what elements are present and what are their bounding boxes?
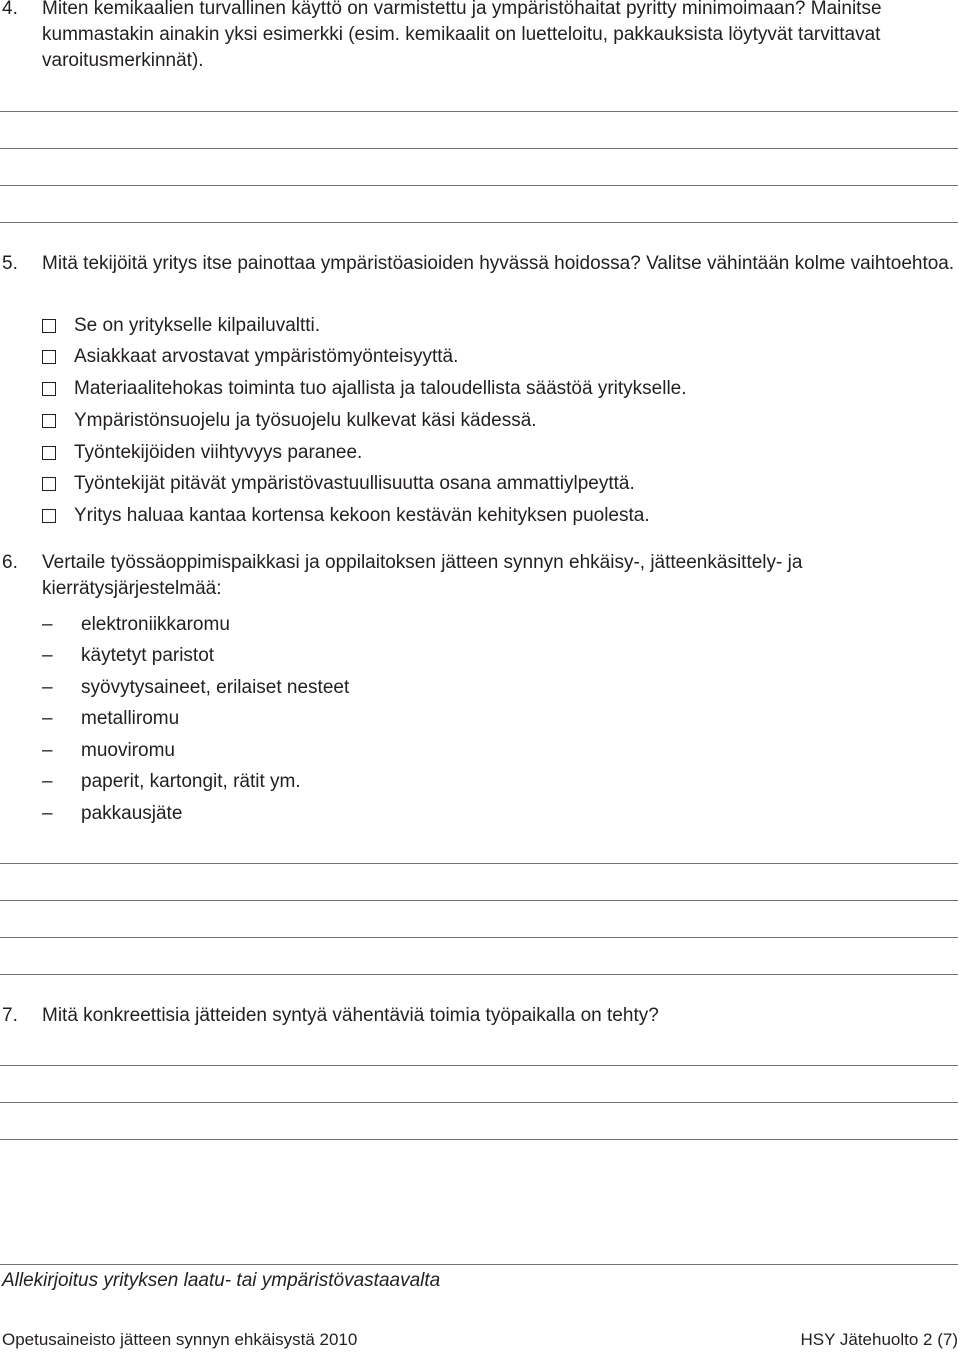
question-7-number: 7.	[2, 1005, 18, 1026]
dash-bullet: –	[42, 677, 53, 698]
checkbox-label: Työntekijät pitävät ympäristövastuullisuutta osana ammattiylpeyttä.	[74, 473, 635, 494]
checkbox-option[interactable]	[42, 344, 458, 370]
list-item-text: elektroniikkaromu	[81, 614, 230, 635]
checkbox-option[interactable]	[42, 440, 362, 466]
dash-bullet: –	[42, 771, 53, 792]
answer-line[interactable]	[0, 1139, 958, 1140]
dash-bullet: –	[42, 740, 53, 761]
dash-bullet: –	[42, 614, 53, 635]
answer-line[interactable]	[0, 185, 958, 186]
checkbox-option[interactable]	[42, 471, 635, 497]
checkbox-label: Työntekijöiden viihtyvyys paranee.	[74, 442, 363, 463]
answer-line[interactable]	[0, 222, 958, 223]
question-4-text: Miten kemikaalien turvallinen käyttö on varmistettu ja ympäristöhaitat pyritty minimoimaan? Mainitse kummastakin ainakin yksi esimerkki (esim. kemikaalit on luetteloitu, pakkauksista löytyvät tarvittavat varoitusmerkinnät).	[42, 0, 882, 71]
list-item-text: käytetyt paristot	[81, 645, 215, 666]
checkbox-option[interactable]	[42, 376, 687, 402]
question-7-text: Mitä konkreettisia jätteiden syntyä vähentäviä toimia työpaikalla on tehty?	[42, 1005, 659, 1026]
checkbox[interactable]	[42, 319, 56, 333]
checkbox-label: Se on yritykselle kilpailuvaltti.	[74, 315, 321, 336]
dash-bullet: –	[42, 645, 53, 666]
checkbox-option[interactable]	[42, 313, 320, 339]
answer-line[interactable]	[0, 900, 958, 901]
answer-line[interactable]	[0, 111, 958, 112]
answer-line[interactable]	[0, 863, 958, 864]
checkbox-option[interactable]	[42, 408, 537, 434]
answer-line[interactable]	[0, 1065, 958, 1066]
checkbox[interactable]	[42, 446, 56, 460]
list-item-text: syövytysaineet, erilaiset nesteet	[81, 677, 350, 698]
list-item-text: muoviromu	[81, 740, 175, 761]
list-item-text: pakkausjäte	[81, 803, 183, 824]
checkbox-label: Yritys haluaa kantaa kortensa kekoon kestävän kehityksen puolesta.	[74, 505, 650, 526]
checkbox-label: Ympäristönsuojelu ja työsuojelu kulkevat käsi kädessä.	[74, 410, 537, 431]
footer-page-info: HSY Jätehuolto 2 (7)	[800, 1330, 958, 1349]
dash-bullet: –	[42, 803, 53, 824]
question-4-number: 4.	[2, 0, 18, 19]
checkbox[interactable]	[42, 350, 56, 364]
answer-line[interactable]	[0, 1102, 958, 1103]
question-5-number: 5.	[2, 253, 18, 274]
checkbox[interactable]	[42, 509, 56, 523]
checkbox-label: Asiakkaat arvostavat ympäristömyönteisyyttä.	[74, 346, 459, 367]
list-item-text: paperit, kartongit, rätit ym.	[81, 771, 301, 792]
list-item-text: metalliromu	[81, 708, 180, 729]
checkbox-option[interactable]	[42, 503, 650, 529]
signature-line[interactable]	[0, 1264, 958, 1265]
footer-left: Opetusaineisto jätteen synnyn ehkäisystä 2010	[2, 1330, 358, 1349]
question-6-number: 6.	[2, 552, 18, 573]
question-5-text: Mitä tekijöitä yritys itse painottaa ympäristöasioiden hyvässä hoidossa? Valitse vähintään kolme vaihtoehtoa.	[42, 253, 955, 274]
answer-line[interactable]	[0, 937, 958, 938]
checkbox[interactable]	[42, 382, 56, 396]
checkbox[interactable]	[42, 477, 56, 491]
dash-bullet: –	[42, 708, 53, 729]
answer-line[interactable]	[0, 974, 958, 975]
checkbox-label: Materiaalitehokas toiminta tuo ajallista ja taloudellista säästöä yritykselle.	[74, 378, 687, 399]
answer-line[interactable]	[0, 148, 958, 149]
checkbox[interactable]	[42, 414, 56, 428]
signature-label: Allekirjoitus yrityksen laatu- tai ympäristövastaavalta	[2, 1270, 441, 1291]
question-6-text: Vertaile työssäoppimispaikkasi ja oppilaitoksen jätteen synnyn ehkäisy-, jätteenkäsittely- ja kierrätysjärjestelmää:	[42, 552, 803, 599]
